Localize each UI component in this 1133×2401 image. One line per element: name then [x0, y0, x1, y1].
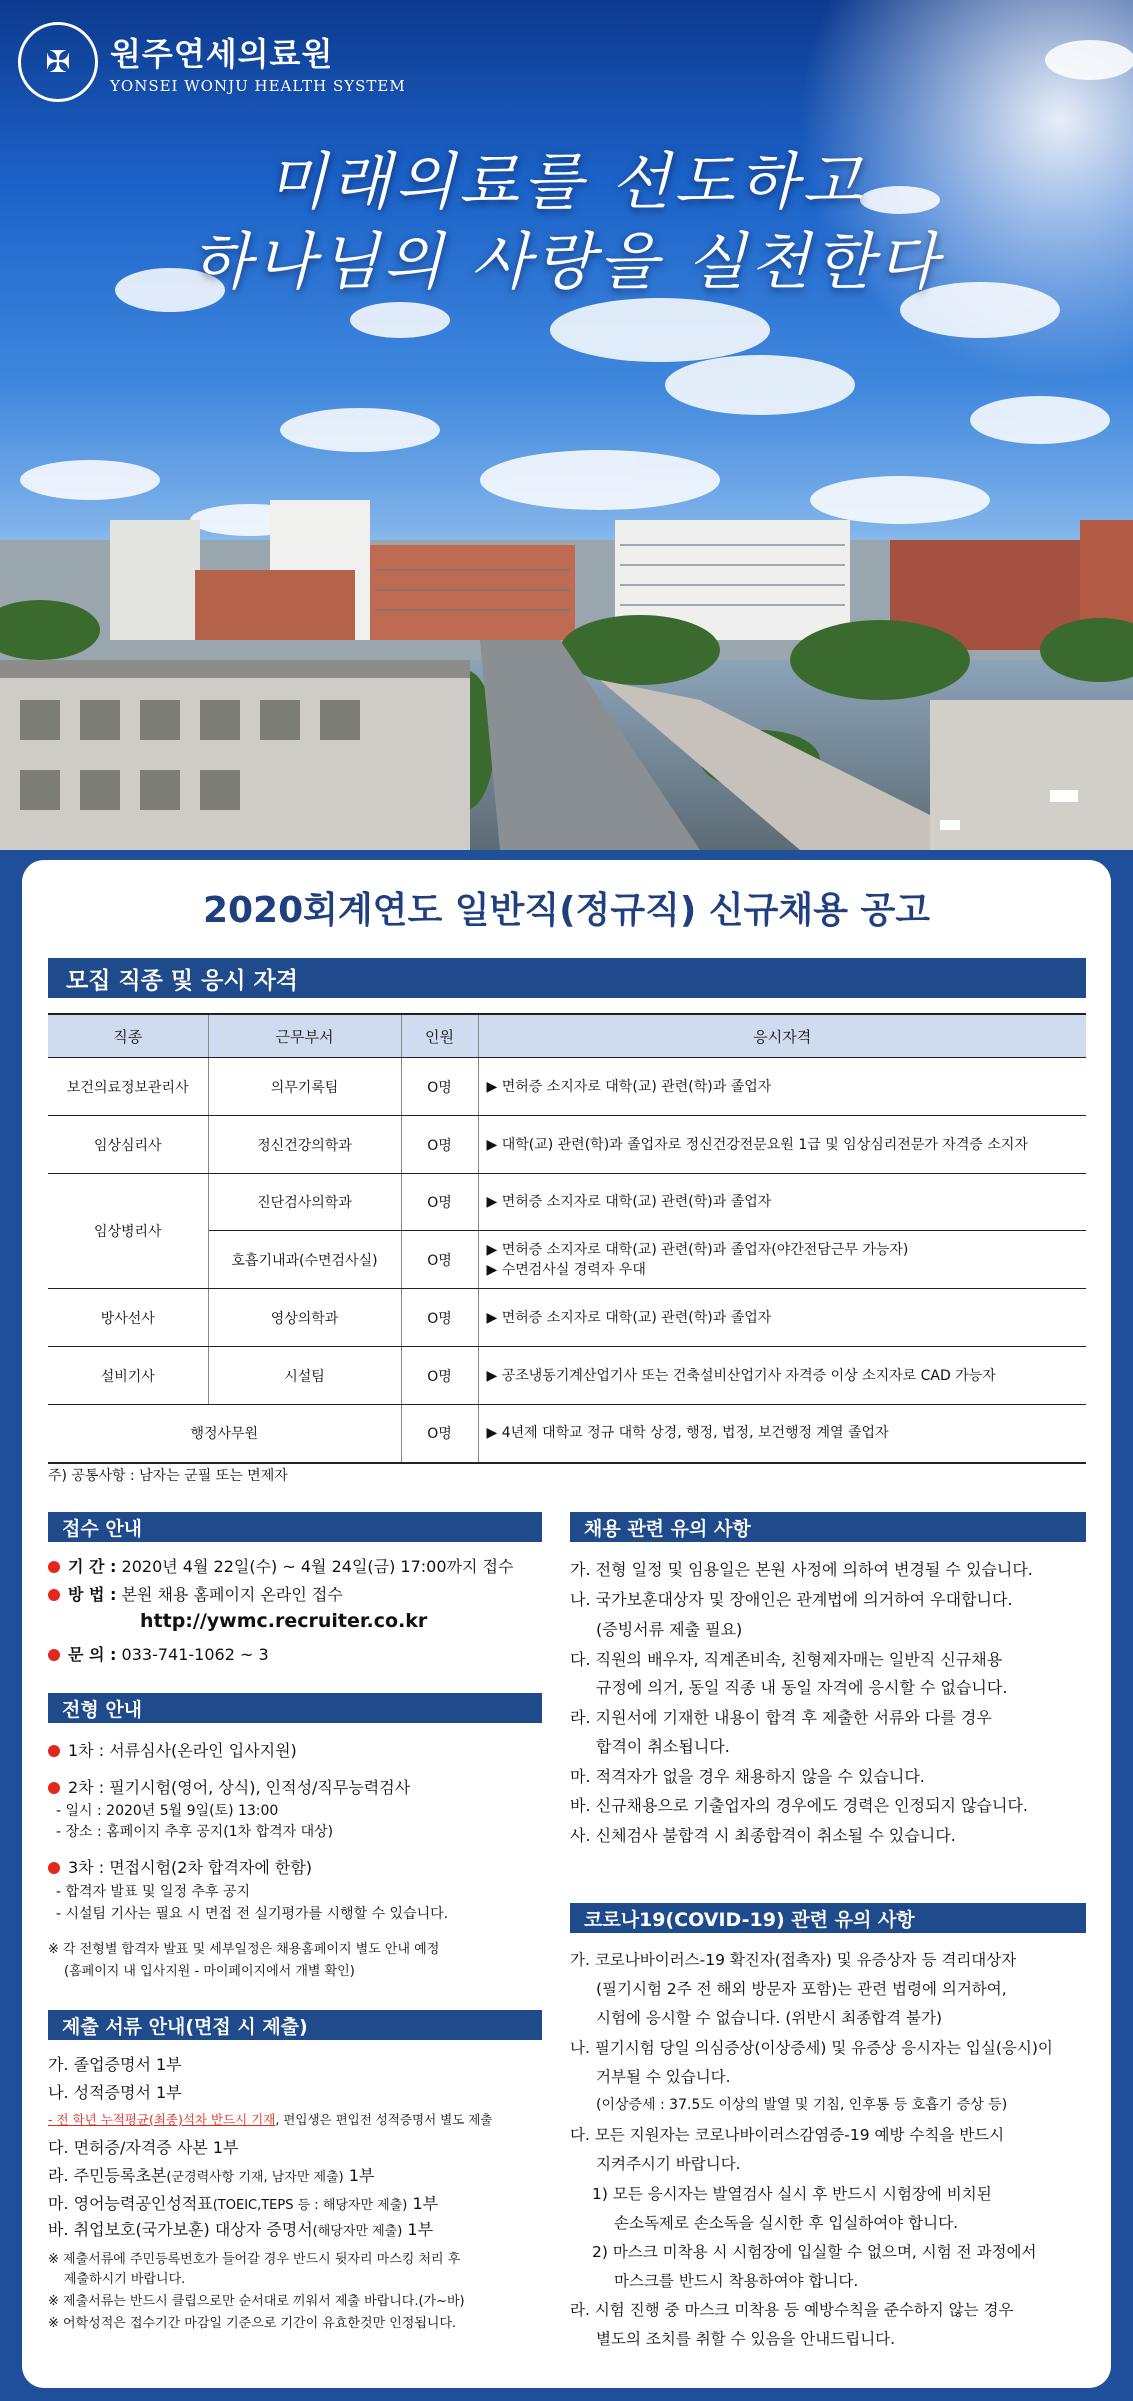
hero-banner — [0, 0, 1133, 850]
notice-panel — [22, 860, 1111, 2388]
recruit-site-link[interactable]: http://ywmc.recruiter.co.kr — [140, 1610, 428, 1632]
col-header-qual: 응시자격 — [478, 1014, 1086, 1058]
cell-dept: 영상의학과 — [208, 1289, 401, 1347]
cell-count: O명 — [401, 1058, 478, 1116]
caution-line: 다. 직원의 배우자, 직계존비속, 친형제자매는 일반직 신규채용 — [570, 1650, 1003, 1669]
bullet-icon — [48, 1782, 60, 1794]
document-item: 가. 졸업증명서 1부 — [48, 2055, 182, 2074]
cell-qual: ▶ 면허증 소지자로 대학(교) 관련(학)과 졸업자 — [478, 1289, 1086, 1347]
covid-line: 가. 코로나바이러스-19 확진자(접촉자) 및 유증상자 등 격리대상자 — [570, 1951, 1017, 1969]
campus-photo-illustration — [0, 0, 1133, 850]
notice-title: 2020회계연도 일반직(정규직) 신규채용 공고 — [202, 890, 931, 931]
cell-qual: ▶ 면허증 소지자로 대학(교) 관련(학)과 졸업자(야간전담근무 가능자) ▶ 수면검사실 경력자 우대 — [478, 1231, 1086, 1289]
section-cautions-title: 채용 관련 유의 사항 — [570, 1512, 1086, 1542]
cell-count: O명 — [401, 1289, 478, 1347]
cell-count: O명 — [401, 1347, 478, 1405]
section-selection-title: 전형 안내 — [48, 1693, 542, 1723]
covid-line: 다. 모든 지원자는 코로나바이러스감염증-19 예방 수칙을 반드시 — [570, 2126, 1005, 2144]
bullet-icon — [48, 1745, 60, 1757]
selection-step-3-a: - 합격자 발표 및 일정 추후 공지 — [56, 1884, 251, 1900]
col-header-job: 직종 — [48, 1014, 208, 1058]
cell-count: O명 — [401, 1174, 478, 1231]
covid-line: (필기시험 2주 전 해외 방문자 포함)는 관련 법령에 의거하여, — [596, 1980, 1007, 1998]
cell-qual: ▶ 공조냉동기계산업기사 또는 건축설비산업기사 자격증 이상 소지자로 CAD 가능자 — [478, 1347, 1086, 1405]
col-header-dept: 근무부서 — [208, 1014, 401, 1058]
cell-count: O명 — [401, 1116, 478, 1174]
caution-line: 나. 국가보훈대상자 및 장애인은 관계법에 의거하여 우대합니다. — [570, 1590, 1013, 1609]
covid-line: 손소독제로 손소독을 실시한 후 입실하여야 합니다. — [614, 2214, 958, 2232]
cell-dept: 진단검사의학과 — [208, 1174, 401, 1231]
document-item: 라. 주민등록초본(군경력사항 기재, 남자만 제출) 1부 — [48, 2166, 375, 2185]
cell-count: O명 — [401, 1231, 478, 1289]
caution-line: 사. 신체검사 불합격 시 최종합격이 취소될 수 있습니다. — [570, 1826, 956, 1845]
document-item: 마. 영어능력공인성적표(TOEIC,TEPS 등 : 해당자만 제출) 1부 — [48, 2194, 439, 2213]
document-note-3: ※ 어학성적은 접수기간 마감일 기준으로 기간이 유효한것만 인정됩니다. — [48, 2316, 457, 2331]
bullet-icon — [48, 1649, 60, 1661]
table-row — [48, 1347, 1086, 1405]
hospital-logo[interactable] — [18, 22, 406, 102]
caution-line: 마. 적격자가 없을 경우 채용하지 않을 수 있습니다. — [570, 1767, 925, 1786]
selection-step-1: 1차 : 서류심사(온라인 입사지원) — [48, 1738, 297, 1761]
selection-step-3: 3차 : 면접시험(2차 합격자에 한함) — [48, 1855, 312, 1878]
cell-dept: 시설팀 — [208, 1347, 401, 1405]
selection-note-2: (홈페이지 내 입사지원 - 마이페이지에서 개별 확인) — [64, 1964, 355, 1979]
document-note-1b: 제출하시기 바랍니다. — [64, 2272, 186, 2287]
table-row — [48, 1289, 1086, 1347]
covid-line: 나. 필기시험 당일 의심증상(이상증세) 및 유증상 응시자는 입실(응시)이 — [570, 2039, 1053, 2057]
table-row — [48, 1116, 1086, 1174]
covid-line: 거부될 수 있습니다. — [596, 2068, 731, 2086]
covid-line: 시험에 응시할 수 없습니다. (위반시 최종합격 불가) — [596, 2009, 943, 2027]
covid-line: 2) 마스크 미착용 시 시험장에 입실할 수 없으며, 시험 전 과정에서 — [592, 2243, 1037, 2261]
cell-job: 설비기사 — [48, 1347, 208, 1405]
cell-job: 임상심리사 — [48, 1116, 208, 1174]
covid-line: 별도의 조치를 취할 수 있음을 안내드립니다. — [596, 2330, 896, 2348]
section-covid-title: 코로나19(COVID-19) 관련 유의 사항 — [570, 1903, 1086, 1933]
covid-line: 마스크를 반드시 착용하여야 합니다. — [614, 2272, 859, 2290]
caution-line: 규정에 의거, 동일 직종 내 동일 자격에 응시할 수 없습니다. — [596, 1678, 1008, 1697]
bullet-icon — [48, 1862, 60, 1874]
document-note-1: ※ 제출서류에 주민등록번호가 들어갈 경우 반드시 뒷자리 마스킹 처리 후 — [48, 2252, 461, 2267]
slogan-line-1: 미래의료를 선도하고 — [267, 145, 866, 218]
document-note-2: ※ 제출서류는 반드시 클립으로만 순서대로 끼워서 제출 바랍니다.(가~바) — [48, 2294, 465, 2309]
recruit-table — [48, 1013, 1086, 1464]
cell-job: 방사선사 — [48, 1289, 208, 1347]
reception-method: 방 법 : 본원 채용 홈페이지 온라인 접수 — [48, 1582, 343, 1605]
cell-qual: ▶ 면허증 소지자로 대학(교) 관련(학)과 졸업자 — [478, 1058, 1086, 1116]
university-seal-icon: ✠ — [18, 22, 98, 102]
cell-job: 행정사무원 — [48, 1405, 401, 1463]
caution-line: 합격이 취소됩니다. — [596, 1737, 730, 1756]
covid-line: (이상증세 : 37.5도 이상의 발열 및 기침, 인후통 등 호흡기 증상 등) — [596, 2097, 1008, 2113]
cell-qual: ▶ 면허증 소지자로 대학(교) 관련(학)과 졸업자 — [478, 1174, 1086, 1231]
cell-count: O명 — [401, 1405, 478, 1463]
cell-dept: 정신건강의학과 — [208, 1116, 401, 1174]
caution-line: (증빙서류 제출 필요) — [596, 1620, 743, 1639]
selection-step-2-date: - 일시 : 2020년 5월 9일(토) 13:00 — [56, 1803, 279, 1819]
caution-line: 라. 지원서에 기재한 내용이 합격 후 제출한 서류와 다를 경우 — [570, 1708, 992, 1727]
document-item: 바. 취업보호(국가보훈) 대상자 증명서(해당자만 제출) 1부 — [48, 2220, 434, 2239]
selection-step-2-place: - 장소 : 홈페이지 추후 공지(1차 합격자 대상) — [56, 1824, 334, 1840]
document-item: 나. 성적증명서 1부 — [48, 2083, 182, 2102]
bullet-icon — [48, 1561, 60, 1573]
cell-dept: 의무기록팀 — [208, 1058, 401, 1116]
org-name-en: YONSEI WONJU HEALTH SYSTEM — [110, 77, 406, 95]
common-requirement-note: 주) 공통사항 : 남자는 군필 또는 면제자 — [48, 1468, 288, 1484]
selection-step-3-b: - 시설팀 기사는 필요 시 면접 전 실기평가를 시행할 수 있습니다. — [56, 1906, 449, 1922]
cell-job: 임상병리사 — [48, 1174, 208, 1289]
section-documents-title: 제출 서류 안내(면접 시 제출) — [48, 2010, 542, 2040]
covid-line: 1) 모든 응시자는 발열검사 실시 후 반드시 시험장에 비치된 — [592, 2185, 992, 2203]
covid-line: 지켜주시기 바랍니다. — [596, 2155, 741, 2173]
org-name: 원주연세의료원 — [110, 35, 334, 73]
col-header-count: 인원 — [401, 1014, 478, 1058]
cell-dept: 호흡기내과(수면검사실) — [208, 1231, 401, 1289]
selection-note-1: ※ 각 전형별 합격자 발표 및 세부일정은 채용홈페이지 별도 안내 예정 — [48, 1942, 440, 1957]
caution-line: 바. 신규채용으로 기출업자의 경우에도 경력은 인정되지 않습니다. — [570, 1796, 1029, 1815]
table-row — [48, 1058, 1086, 1116]
covid-line: 라. 시험 진행 중 마스크 미착용 등 예방수칙을 준수하지 않는 경우 — [570, 2301, 1014, 2319]
slogan-line-2: 하나님의 사랑을 실천한다 — [191, 225, 942, 298]
table-row — [48, 1174, 1086, 1231]
cell-qual: ▶ 4년제 대학교 정규 대학 상경, 행정, 법정, 보건행정 계열 졸업자 — [478, 1405, 1086, 1463]
document-item: 다. 면허증/자격증 사본 1부 — [48, 2138, 239, 2157]
table-row — [48, 1405, 1086, 1463]
bullet-icon — [48, 1589, 60, 1601]
reception-period: 기 간 : 2020년 4월 22일(수) ~ 4월 24일(금) 17:00까지 접수 — [48, 1554, 513, 1577]
selection-step-2: 2차 : 필기시험(영어, 상식), 인적성/직무능력검사 — [48, 1775, 410, 1798]
document-item-note: - 전 학년 누적평균(최종)석차 반드시 기재, 편입생은 편입전 성적증명서 별도 제출 — [48, 2112, 493, 2127]
section-recruit-title: 모집 직종 및 응시 자격 — [48, 958, 1086, 998]
section-reception-title: 접수 안내 — [48, 1512, 542, 1542]
caution-line: 가. 전형 일정 및 임용일은 본원 사정에 의하여 변경될 수 있습니다. — [570, 1560, 1033, 1579]
cell-job: 보건의료정보관리사 — [48, 1058, 208, 1116]
reception-contact: 문 의 : 033-741-1062 ~ 3 — [48, 1642, 269, 1665]
cell-qual: ▶ 대학(교) 관련(학)과 졸업자로 정신건강전문요원 1급 및 임상심리전문가 자격증 소지자 — [478, 1116, 1086, 1174]
